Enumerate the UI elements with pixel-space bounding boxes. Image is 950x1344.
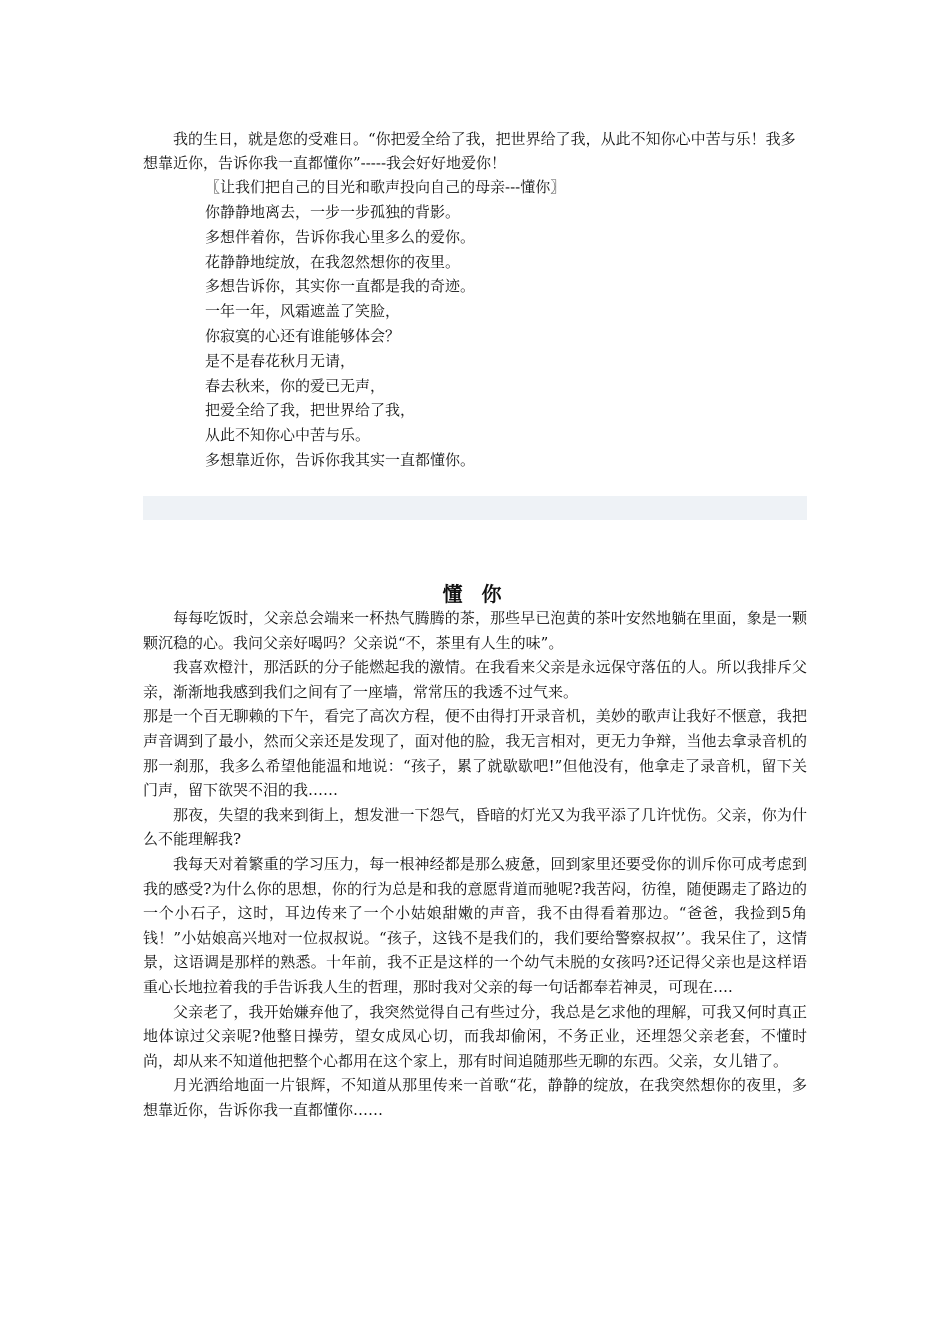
essay-title: 懂 你: [442, 582, 508, 606]
intro-paragraph: 我的生日，就是您的受难日。“你把爱全给了我，把世界给了我，从此不知你心中苦与乐！我多想靠近你，告诉你我一直都懂你”-----我会好好地爱你！: [143, 130, 796, 172]
essay-paragraph: 父亲老了，我开始嫌弃他了，我突然觉得自己有些过分，我总是乞求他的理解，可我又何时真正地体谅过父亲呢?他整日操劳，望女成凤心切，而我却偷闲，不务正业，还埋怨父亲老套，不懂时尚，却从来不知道他把整个心都用在这个家上，那有时间追随那些无聊的东西。父亲，女儿错了。: [143, 1002, 807, 1070]
essay-paragraph: 那夜，失望的我来到街上，想发泄一下怨气，昏暗的灯光又为我平添了几许忧伤。父亲，你为什么不能理解我?: [143, 805, 807, 849]
intro-section: [143, 127, 807, 175]
poem-line: 你寂寞的心还有谁能够体会？: [205, 326, 401, 345]
poem-line: 从此不知你心中苦与乐。: [205, 426, 371, 445]
poem-line: 多想靠近你，告诉你我其实一直都懂你。: [205, 450, 476, 469]
essay-paragraph: 我喜欢橙汁，那活跃的分子能燃起我的激情。在我看来父亲是永远保守落伍的人。所以我排斥父亲，渐渐地我感到我们之间有了一座墙，常常压的我透不过气来。: [143, 658, 807, 701]
essay-paragraph: 每每吃饭时，父亲总会端来一杯热气腾腾的茶，那些早已泡黄的茶叶安然地躺在里面，象是一颗颗沉稳的心。我问父亲好喝吗？父亲说“不，茶里有人生的味”。: [143, 609, 807, 652]
poem-heading: 〖让我们把自己的目光和歌声投向自己的母亲---懂你〗: [205, 178, 566, 196]
shaded-divider: [143, 496, 807, 520]
poem: [205, 200, 475, 473]
poem-line: 春去秋来，你的爱已无声，: [205, 376, 386, 395]
poem-line: 多想告诉你，其实你一直都是我的奇迹。: [205, 277, 476, 296]
essay-paragraph: 那是一个百无聊赖的下午，看完了高次方程，便不由得打开录音机，美妙的歌声让我好不惬意，我把声音调到了最小，然而父亲还是发现了，面对他的脸，我无言相对，更无力争辩，当他去拿录音机的那一刹那，我多么希望他能温和地说：“孩子，累了就歇歇吧!”但他没有，他拿走了录音机，留下关门声，留下欲哭不泪的我……: [143, 707, 807, 800]
poem-line: 把爱全给了我，把世界给了我，: [205, 401, 416, 420]
poem-line: 一年一年，风霜遮盖了笑脸，: [205, 302, 401, 321]
poem-line: 是不是春花秋月无请，: [205, 351, 356, 370]
essay-paragraph: 我每天对着繁重的学习压力，每一根神经都是那么疲惫，回到家里还要受你的训斥你可成考虑到我的感受?为什么你的思想，你的行为总是和我的意愿背道而驰呢?我苦闷，彷徨，随便踢走了路边的一个小石子，这时，耳边传来了一个小姑娘甜嫩的声音，我不由得看着那边。“爸爸，我捡到5角钱！”小姑娘高兴地对一位叔叔说。“孩子，这钱不是我们的，我们要给警察叔叔’’。我呆住了，这情景，这语调是那样的熟悉。十年前，我不正是这样的一个幼气未脱的女孩吗?还记得父亲也是这样语重心长地拉着我的手告诉我人生的哲理，那时我对父亲的每一句话都奉若神灵，可现在….: [143, 854, 807, 996]
essay-paragraph: 月光洒给地面一片银辉，不知道从那里传来一首歌“花，静静的绽放，在我突然想你的夜里，多想靠近你，告诉你我一直都懂你……: [143, 1076, 807, 1119]
essay-body: [143, 606, 807, 1122]
poem-line: 你静静地离去，一步一步孤独的背影。: [205, 203, 461, 221]
poem-line: 花静静地绽放，在我忽然想你的夜里。: [205, 252, 461, 271]
poem-line: 多想伴着你，告诉你我心里多么的爱你。: [205, 227, 476, 246]
